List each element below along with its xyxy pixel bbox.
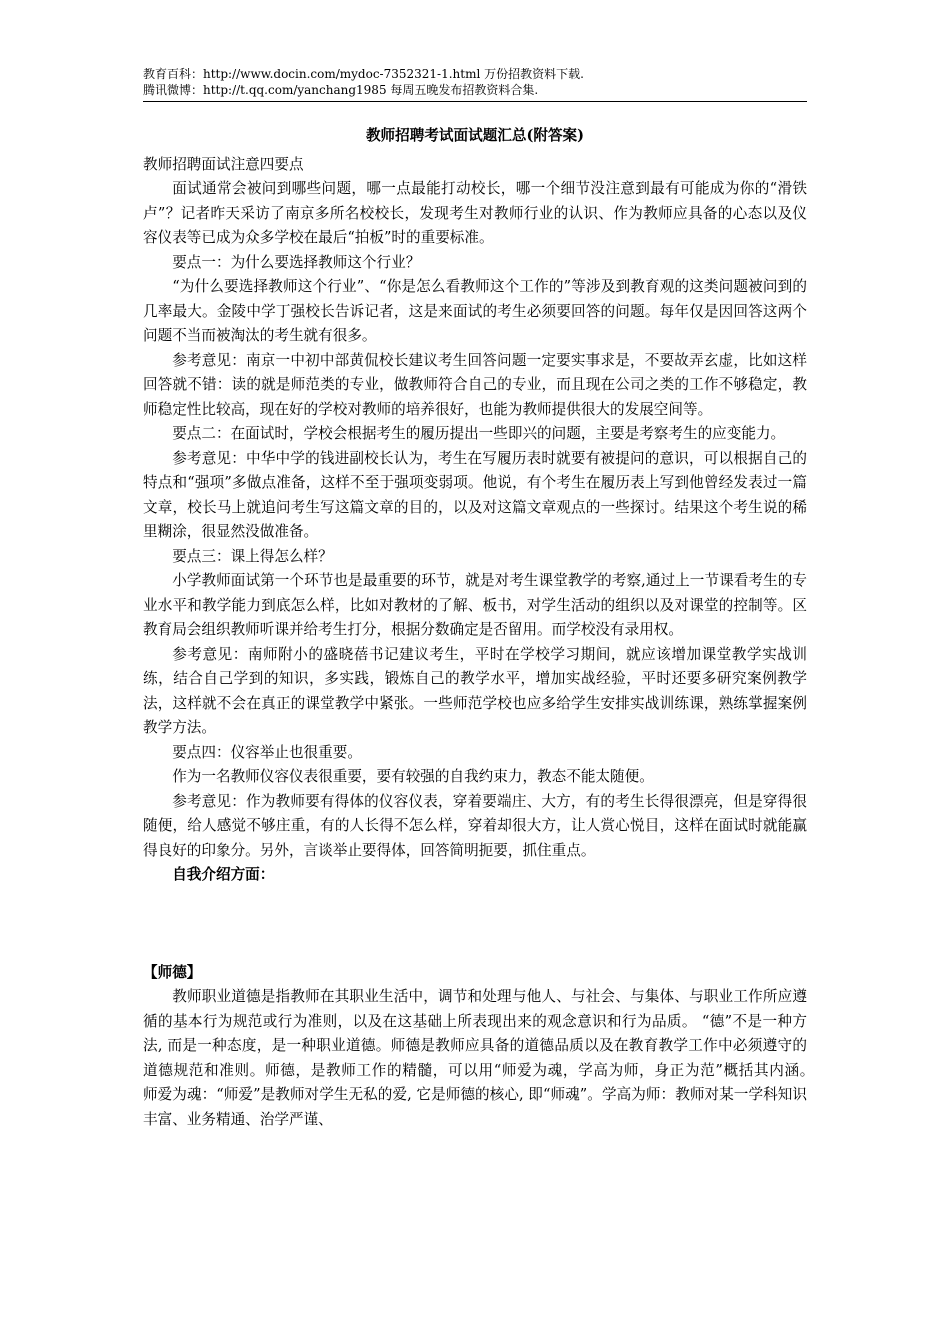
page-header — [143, 66, 807, 98]
document-subtitle: 教师招聘面试注意四要点 — [143, 155, 304, 173]
point-one-heading: 要点一：为什么要选择教师这个行业？ — [172, 253, 421, 271]
self-intro-heading: 自我介绍方面： — [172, 866, 275, 883]
document-body — [143, 124, 837, 1132]
point-one-text: “为什么要选择教师这个行业”、“你是怎么看教师这个工作的”等涉及到教育观的这类问题被问到的几率最大。金陵中学丁强校长告诉记者，这是来面试的考生必须要回答的问题。每年仅是因回答这两个问题不当而被淘汰的考生就有很多。 — [143, 278, 807, 344]
point-three-text: 小学教师面试第一个环节也是最重要的环节，就是对考生课堂教学的考察,通过上一节课看考生的专业水平和教学能力到底怎么样，比如对教材的了解、板书，对学生活动的组织以及对课堂的控制等。区教育局会组织教师听课并给考生打分，根据分数确定是否留用。而学校没有录用权。 — [143, 572, 807, 638]
paragraph-intro: 面试通常会被问到哪些问题，哪一点最能打动校长，哪一个细节没注意到最有可能成为你的“滑铁卢”？记者昨天采访了南京多所名校校长，发现考生对教师行业的认识、作为教师应具备的心态以及仪容仪表等已成为众多学校在最后“拍板”时的重要标准。 — [143, 180, 807, 246]
point-two-advice: 参考意见：中华中学的钱进副校长认为，考生在写履历表时就要有被提问的意识，可以根据自己的特点和“强项”多做点准备，这样不至于强项变弱项。他说，有个考生在履历表上写到他曾经发表过一篇文章，校长马上就追问考生写这篇文章的目的，以及对这篇文章观点的一些探讨。结果这个考生说的稀里糊涂，很显然没做准备。 — [143, 449, 807, 540]
blank-space — [143, 888, 807, 961]
ethics-paragraph: 教师职业道德是指教师在其职业生活中，调节和处理与他人、与社会、与集体、与职业工作所应遵循的基本行为规范或行为准则，以及在这基础上所表现出来的观念意识和行为品质。 “德”不是一种方法, 而是一种态度，是一种职业道德。师德是教师应具备的道德品质以及在教育教学工作中必须遵守的道德规范和准则。师德，是教师工作的精髓，可以用“师爱为魂，学高为师，身正为范”概括其内涵。 师爱为魂：“师爱”是教师对学生无私的爱, 它是师德的核心, 即“师魂”。学高为师：教师对某一学科知识丰富、业务精通、治学严谨、 — [143, 988, 837, 1128]
point-four-advice: 参考意见：作为教师要有得体的仪容仪表，穿着要端庄、大方，有的考生长得很漂亮，但是穿得很随便，给人感觉不够庄重，有的人长得不怎么样，穿着却很大方，让人赏心悦目，这样在面试时就能赢得良好的印象分。另外，言谈举止要得体，回答简明扼要，抓住重点。 — [143, 792, 807, 859]
point-four-text: 作为一名教师仪容仪表很重要，要有较强的自我约束力，教态不能太随便。 — [172, 768, 654, 785]
point-one-advice: 参考意见：南京一中初中部黄侃校长建议考生回答问题一定要实事求是，不要故弄玄虚，比如这样回答就不错：读的就是师范类的专业，做教师符合自己的专业，而且现在公司之类的工作不够稳定，教师稳定性比较高，现在好的学校对教师的培养很好，也能为教师提供很大的发展空间等。 — [143, 351, 807, 418]
header-divider — [143, 101, 807, 102]
point-three-advice: 参考意见：南师附小的盛晓蓓书记建议考生，平时在学校学习期间，就应该增加课堂教学实战训练，结合自己学到的知识，多实践，锻炼自己的教学水平，增加实战经验，平时还要多研究案例教学法，这样就不会在真正的课堂教学中紧张。一些师范学校也应多给学生安排实战训练课，熟练掌握案例教学方法。 — [143, 645, 807, 736]
point-two-heading: 要点二：在面试时，学校会根据考生的履历提出一些即兴的问题，主要是考察考生的应变能力。 — [172, 425, 786, 442]
point-four-heading: 要点四：仪容举止也很重要。 — [172, 743, 362, 761]
point-three-heading: 要点三：课上得怎么样？ — [172, 547, 333, 565]
header-line-weibo: 腾讯微博：http://t.qq.com/yanchang1985 每周五晚发布招教资料合集. — [143, 83, 539, 97]
document-title: 教师招聘考试面试题汇总(附答案) — [365, 127, 585, 144]
section-heading-ethics: 【师德】 — [143, 963, 202, 981]
header-line-docin: 教育百科：http://www.docin.com/mydoc-7352321-1.html 万份招教资料下载. — [143, 67, 584, 81]
